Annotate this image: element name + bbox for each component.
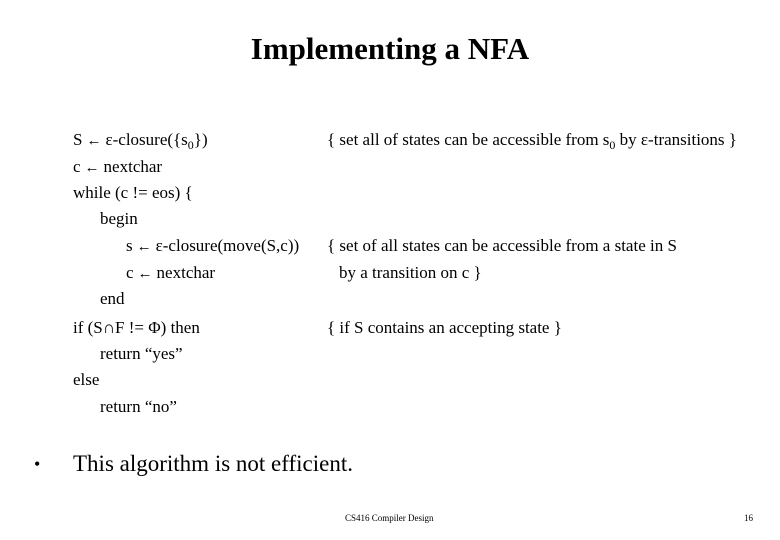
code-expr-pre: ε-closure({s (105, 130, 188, 149)
code-var-c: c (126, 263, 134, 282)
code-line-10: else (73, 370, 100, 389)
subscript-0: 0 (609, 138, 616, 152)
left-arrow-icon: ← (137, 266, 153, 282)
left-arrow-icon: ← (84, 160, 100, 176)
code-line-4: begin (100, 209, 138, 228)
code-line-8: if (S∩F != Φ) then (73, 318, 200, 337)
subscript-0: 0 (187, 138, 194, 152)
code-line-3: while (c != eos) { (73, 183, 193, 202)
comment-line-8: { if S contains an accepting state } (327, 318, 562, 337)
footer-page-number: 16 (744, 513, 753, 523)
code-expr-post: }) (193, 130, 208, 149)
code-expr: nextchar (156, 263, 216, 282)
left-arrow-icon: ← (86, 133, 102, 149)
left-arrow-icon: ← (136, 239, 152, 255)
code-line-7: end (100, 289, 125, 308)
comment-line-6: by a transition on c } (339, 263, 482, 282)
code-line-6 (126, 263, 215, 284)
code-line-11: return “no” (100, 397, 177, 416)
code-expr: nextchar (103, 157, 163, 176)
code-line-2 (73, 157, 162, 178)
code-line-1 (73, 130, 208, 155)
code-var-s: s (126, 236, 133, 255)
code-var-S: S (73, 130, 83, 149)
code-line-9: return “yes” (100, 344, 183, 363)
code-expr: ε-closure(move(S,c)) (155, 236, 300, 255)
slide-title: Implementing a NFA (250, 31, 530, 66)
comment-pre: { set all of states can be accessible from s (327, 130, 610, 149)
comment-post: by ε-transitions } (615, 130, 737, 149)
comment-line-5: { set of all states can be accessible from a state in S (327, 236, 677, 255)
code-line-5 (126, 236, 299, 257)
bullet-icon: • (34, 454, 41, 474)
footer-course: CS416 Compiler Design (345, 513, 434, 523)
code-var-c: c (73, 157, 81, 176)
bullet-text: This algorithm is not efficient. (73, 451, 353, 476)
comment-line-1 (327, 130, 737, 155)
